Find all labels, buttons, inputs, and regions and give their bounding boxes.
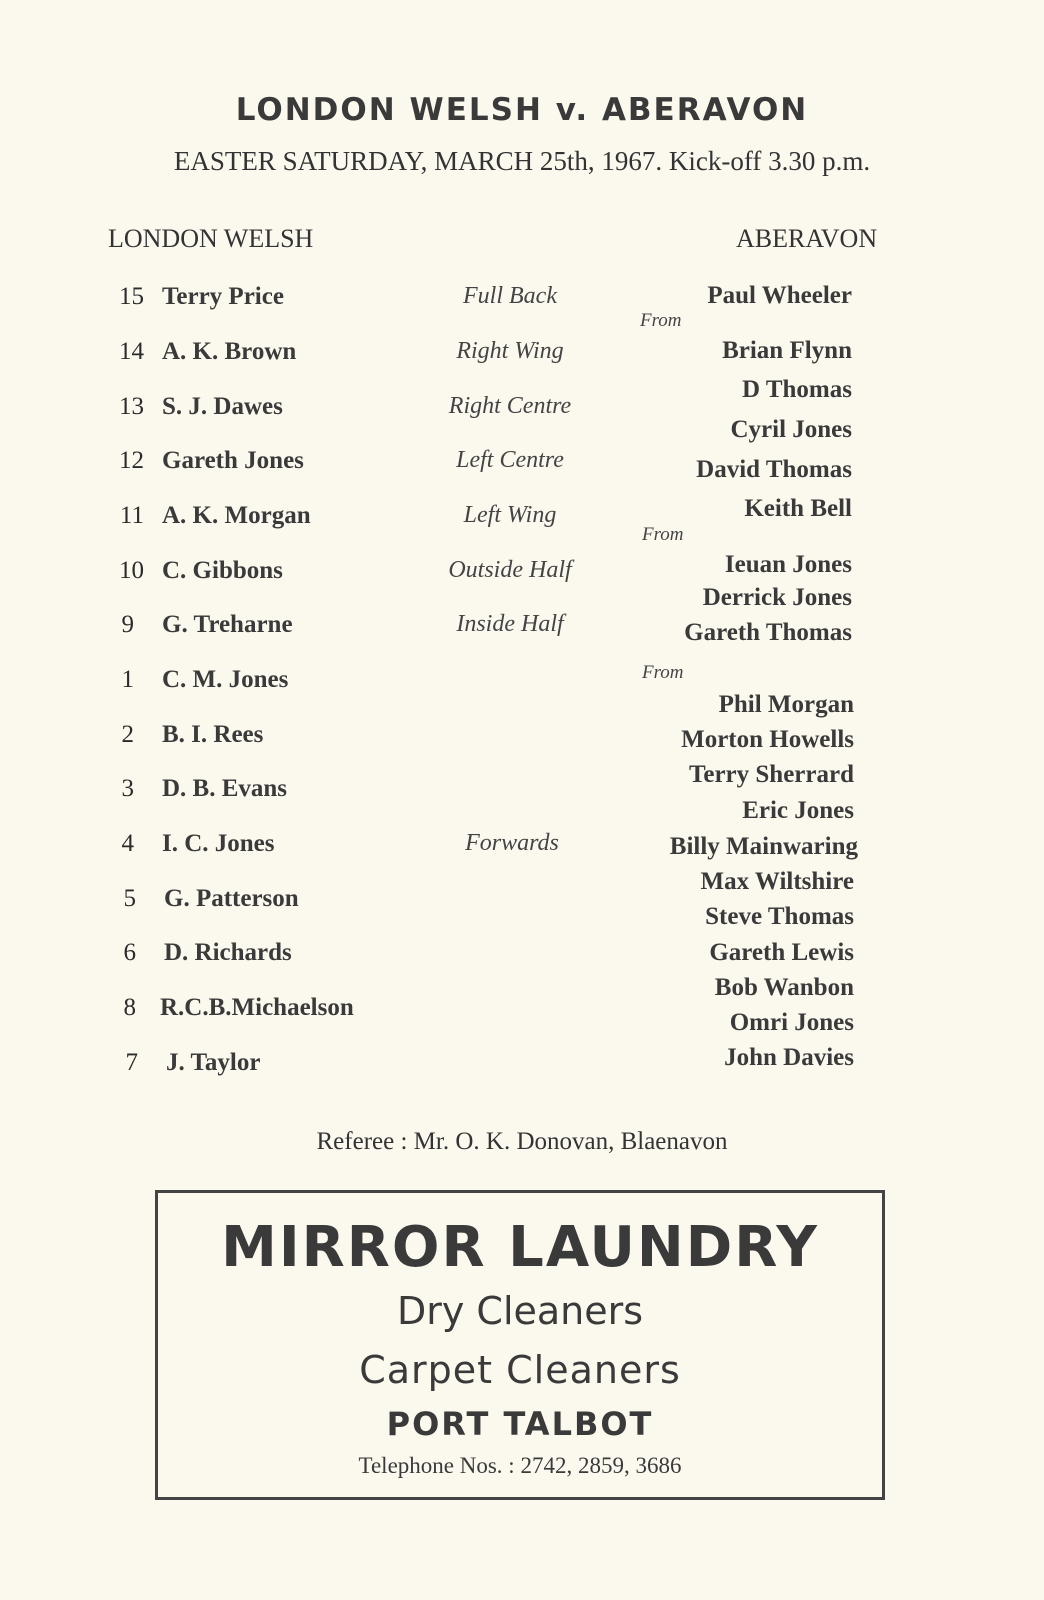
away-player-name: Keith Bell xyxy=(744,495,852,522)
advert-town: PORT TALBOT xyxy=(386,1405,654,1443)
away-player-name: Gareth Thomas xyxy=(684,619,852,646)
home-player-name: B. I. Rees xyxy=(162,721,264,748)
advertisement-box xyxy=(155,1190,885,1500)
home-player-number: 2 xyxy=(121,721,134,748)
advert-service-line: Dry Cleaners xyxy=(396,1289,644,1333)
home-player-name: G. Treharne xyxy=(162,611,293,638)
home-player-number: 8 xyxy=(123,994,136,1021)
home-player-number: 5 xyxy=(123,885,136,912)
home-player-number: 4 xyxy=(121,830,134,857)
home-player-name: S. J. Dawes xyxy=(162,393,283,420)
away-player-name: Terry Sherrard xyxy=(688,761,854,788)
position-label: Left Centre xyxy=(456,447,564,473)
home-player-number: 1 xyxy=(121,666,134,693)
away-player-name: David Thomas xyxy=(696,456,852,483)
home-player-name: R.C.B.Michaelson xyxy=(160,994,354,1021)
away-player-name: Omri Jones xyxy=(729,1009,854,1036)
home-player-name: A. K. Morgan xyxy=(162,502,311,529)
referee-line: Referee : Mr. O. K. Donovan, Blaenavon xyxy=(316,1128,728,1155)
home-player-name: G. Patterson xyxy=(164,885,299,912)
away-player-name: Gareth Lewis xyxy=(709,939,854,966)
away-player-name: Max Wiltshire xyxy=(700,868,854,895)
advert-service-line: Carpet Cleaners xyxy=(359,1348,681,1392)
away-player-name: John Davies xyxy=(724,1044,854,1071)
from-label: From xyxy=(642,524,684,545)
away-player-name: Cyril Jones xyxy=(730,416,852,443)
home-player-name: J. Taylor xyxy=(166,1049,261,1076)
from-label: From xyxy=(642,662,684,683)
away-player-name: Bob Wanbon xyxy=(714,974,854,1001)
away-player-name: Ieuan Jones xyxy=(724,551,852,578)
home-player-number: 13 xyxy=(119,393,144,420)
position-label: Forwards xyxy=(465,830,559,856)
home-player-name: A. K. Brown xyxy=(162,338,297,365)
home-player-name: C. Gibbons xyxy=(162,557,283,584)
away-player-name: Phil Morgan xyxy=(718,691,854,718)
away-team-heading: ABERAVON xyxy=(736,224,878,253)
away-player-name: Morton Howells xyxy=(681,726,854,753)
home-player-name: Terry Price xyxy=(162,283,284,310)
away-player-name: Brian Flynn xyxy=(722,337,852,364)
home-player-name: D. Richards xyxy=(164,939,292,966)
away-player-name: Paul Wheeler xyxy=(707,282,852,309)
home-player-name: D. B. Evans xyxy=(162,775,288,802)
home-player-number: 15 xyxy=(119,283,144,310)
advert-telephone: Telephone Nos. : 2742, 2859, 3686 xyxy=(358,1453,682,1478)
position-label: Left Wing xyxy=(463,502,557,528)
home-player-name: Gareth Jones xyxy=(162,447,304,474)
match-subtitle: EASTER SATURDAY, MARCH 25th, 1967. Kick-off 3.30 p.m. xyxy=(173,146,871,176)
home-player-number: 9 xyxy=(121,611,134,638)
advert-business-name: MIRROR LAUNDRY xyxy=(221,1215,819,1280)
position-label: Inside Half xyxy=(456,611,564,637)
home-player-number: 7 xyxy=(125,1049,138,1076)
home-player-number: 3 xyxy=(121,775,134,802)
match-title: LONDON WELSH v. ABERAVON xyxy=(235,92,809,128)
home-player-name: I. C. Jones xyxy=(162,830,275,857)
away-player-name: D Thomas xyxy=(742,376,852,403)
from-label: From xyxy=(640,310,682,331)
position-label: Right Wing xyxy=(456,338,564,364)
away-player-name: Derrick Jones xyxy=(702,584,852,611)
home-player-number: 6 xyxy=(123,939,136,966)
position-label: Full Back xyxy=(463,283,557,309)
home-player-number: 10 xyxy=(119,557,144,584)
home-player-number: 12 xyxy=(119,447,144,474)
away-player-name: Eric Jones xyxy=(742,797,854,824)
home-player-number: 11 xyxy=(119,502,144,529)
home-player-name: C. M. Jones xyxy=(162,666,289,693)
away-player-name: Billy Mainwaring xyxy=(669,833,858,860)
position-label: Outside Half xyxy=(448,557,572,583)
home-player-number: 14 xyxy=(119,338,144,365)
home-team-heading: LONDON WELSH xyxy=(108,224,314,253)
away-player-name: Steve Thomas xyxy=(705,903,854,930)
position-label: Right Centre xyxy=(448,393,572,419)
